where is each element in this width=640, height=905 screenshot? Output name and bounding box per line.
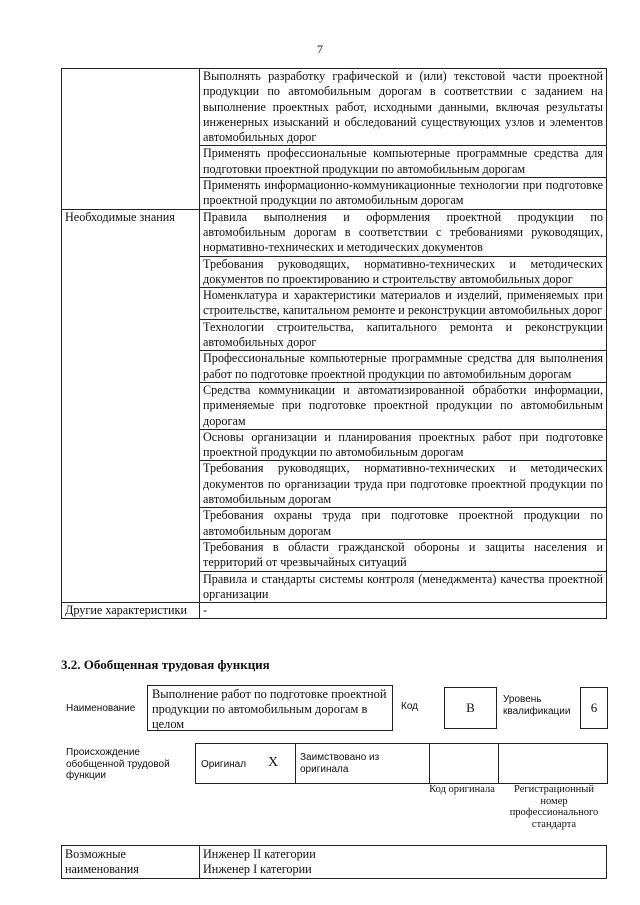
table-cell: Средства коммуникации и автоматизированной обработки информации, применяемые при подготовке проектной продукции по автомобильным дорогам: [200, 382, 607, 429]
name-label: Наименование: [66, 703, 136, 714]
reg-number-caption: Регистрационный номер профессионального стандарта: [509, 784, 599, 830]
table-cell: Требования в области гражданской обороны и защиты населения и территорий от чрезвычайных ситуаций: [200, 539, 607, 571]
row-category-label: Другие характеристики: [62, 603, 200, 619]
table-cell: Выполнять разработку графической и (или) текстовой части проектной продукции по автомобильным дорогам в соответствии с заданием на выполнение проектных работ, исходными данными, включая результаты инженерных изысканий и обследований существующих узлов и элементов автомобильных дорог: [200, 69, 607, 146]
possible-name-2: Инженер I категории: [203, 862, 312, 876]
origin-label: Происхождение обобщенной трудовой функции: [66, 747, 170, 781]
table-cell: Технологии строительства, капитального ремонта и реконструкции автомобильных дорог: [200, 319, 607, 351]
function-name-value: Выполнение работ по подготовке проектной продукции по автомобильным дорогам в целом: [147, 685, 393, 731]
table-cell: Основы организации и планирования проектных работ при подготовке проектной продукции по автомобильным дорогам: [200, 429, 607, 461]
section-title: 3.2. Обобщенная трудовая функция: [61, 657, 270, 672]
possible-names-table: [61, 845, 607, 879]
table-cell: Требования охраны труда при подготовке проектной продукции по автомобильным дорогам: [200, 508, 607, 540]
possible-names-values: [200, 846, 607, 879]
row-category-label: [62, 69, 200, 210]
table-cell: Правила выполнения и оформления проектной продукции по автомобильным дорогам в соответствии с требованиями руководящих, нормативно-технических и методических документов: [200, 209, 607, 256]
table-cell: Профессиональные компьютерные программные средства для выполнения работ по подготовке проектной продукции по автомобильным дорогам: [200, 351, 607, 383]
table-cell: Правила и стандарты системы контроля (менеджмента) качества проектной организации: [200, 571, 607, 603]
original-mark: X: [268, 755, 279, 770]
skills-knowledge-table: [61, 68, 607, 619]
code-value: B: [444, 687, 497, 729]
code-original-caption: Код оригинала: [429, 784, 495, 795]
qualification-level-value: 6: [580, 687, 608, 729]
page-number: 7: [317, 42, 323, 56]
table-cell: Применять профессиональные компьютерные программные средства для подготовки проектной продукции по автомобильным дорогам: [200, 146, 607, 178]
table-row: [62, 69, 607, 146]
code-label: Код: [401, 701, 419, 712]
table-cell: Применять информационно-коммуникационные технологии при подготовке проектной продукции по автомобильным дорогам: [200, 178, 607, 210]
table-row: [62, 209, 607, 256]
possible-names-label: Возможные наименования: [62, 846, 200, 879]
row-category-label: Необходимые знания: [62, 209, 200, 602]
table-cell: Требования руководящих, нормативно-технических и методических документов по организации труда при подготовке проектной продукции по автомобильным дорогам: [200, 461, 607, 508]
original-label: Оригинал: [201, 759, 247, 770]
borrowed-label: Заимствовано из оригинала: [300, 752, 380, 775]
qualification-level-label: Уровень квалификации: [503, 694, 571, 717]
table-row: [62, 603, 607, 619]
table-cell: Требования руководящих, нормативно-технических и методических документов по проектированию и строительству автомобильных дорог: [200, 256, 607, 288]
possible-name-1: Инженер II категории: [203, 847, 316, 861]
table-cell: Номенклатура и характеристики материалов и изделий, применяемых при строительстве, капитальном ремонте и реконструкции автомобильных дорог: [200, 288, 607, 320]
table-cell: -: [200, 603, 607, 619]
origin-table: [195, 743, 608, 784]
